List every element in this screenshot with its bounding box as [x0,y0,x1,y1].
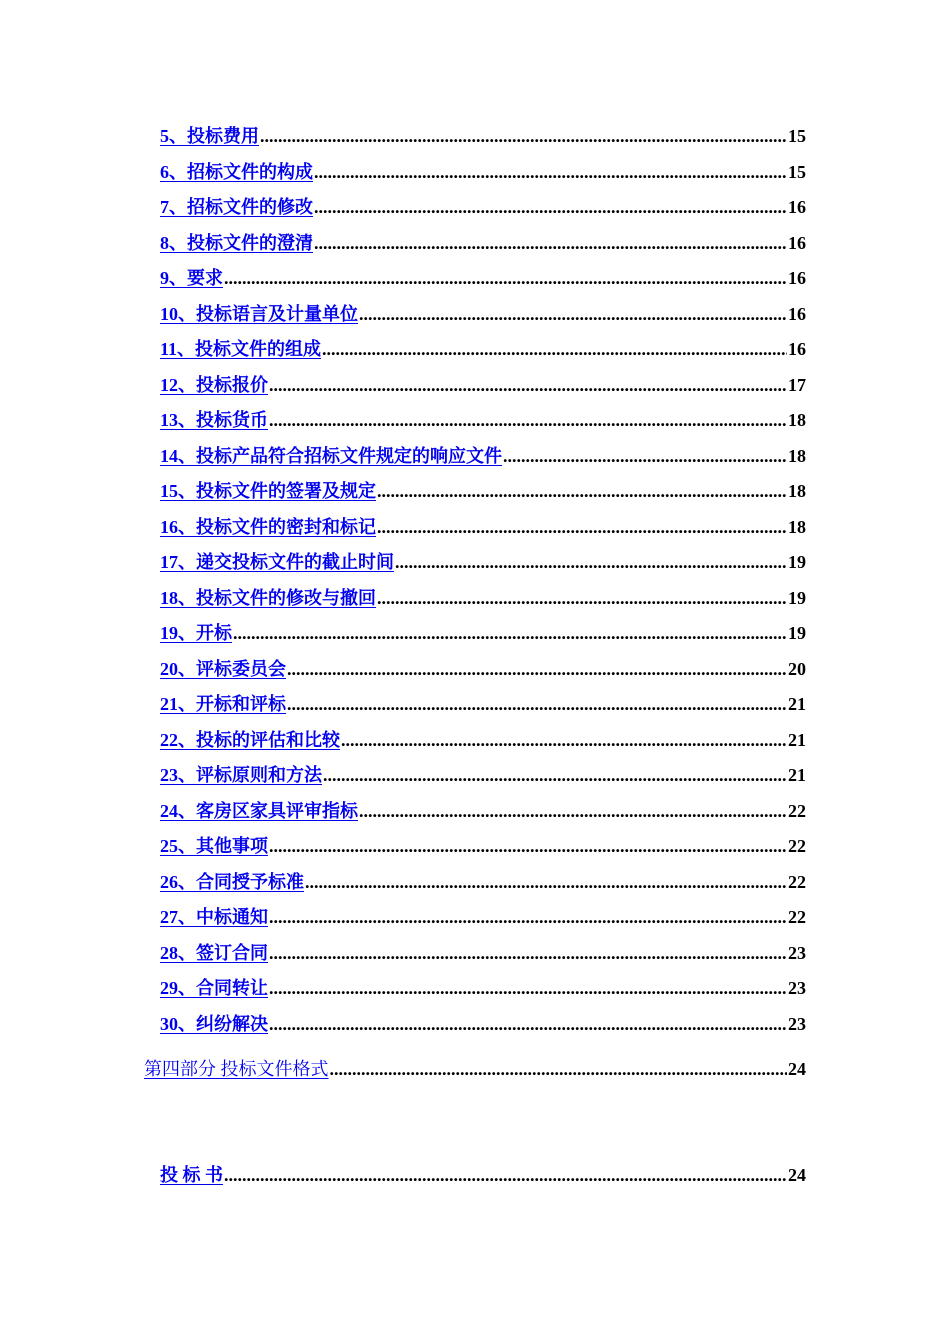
toc-section-entry [144,1056,806,1082]
toc-entry [160,833,806,859]
toc-entry-link[interactable]: 17、递交投标文件的截止时间 [160,552,394,572]
dot-leader [377,514,787,540]
dot-leader [269,940,787,966]
toc-entry-link[interactable]: 投 标 书 [160,1165,223,1185]
toc-entry [160,869,806,895]
dot-leader [287,656,787,682]
dot-leader [287,691,787,717]
toc-entry-link[interactable]: 24、客房区家具评审指标 [160,800,358,821]
toc-entry [160,265,806,291]
toc-page-number: 22 [788,871,806,892]
toc-entry-link[interactable]: 16、投标文件的密封和标记 [160,516,376,537]
toc-entry [160,230,806,256]
toc-page-number: 15 [788,126,806,146]
toc-entry-link[interactable]: 11、投标文件的组成 [160,339,322,359]
toc-entry-link[interactable]: 25、其他事项 [160,836,268,856]
toc-entry-link[interactable]: 27、中标通知 [160,907,268,927]
toc-entry-link[interactable]: 22、投标的评估和比较 [160,729,340,750]
toc-page-number: 22 [788,907,806,927]
toc-entry [160,904,806,930]
toc-page-number: 19 [788,623,806,643]
toc-page-number: 18 [788,516,806,537]
dot-leader [377,478,787,504]
toc-entry [160,762,806,788]
toc-entry [160,1162,806,1188]
dot-leader [269,407,787,433]
toc-entry [160,1011,806,1037]
toc-page-number: 17 [788,374,806,395]
dot-leader [305,869,787,895]
toc-entry [160,159,806,185]
toc-entry [160,549,806,575]
toc-entry-link[interactable]: 28、签订合同 [160,942,268,963]
dot-leader [322,336,787,362]
dot-leader [224,265,787,291]
toc-entry [160,478,806,504]
toc-entry-link[interactable]: 19、开标 [160,623,232,643]
toc-entry [160,798,806,824]
toc-page-number: 19 [788,587,806,608]
dot-leader [269,904,787,930]
toc-entry [160,514,806,540]
toc-entry [160,443,806,469]
dot-leader [314,230,787,256]
toc-page-number: 16 [788,339,806,359]
toc-page-number: 23 [788,978,806,998]
toc-page-number: 23 [788,942,806,963]
toc-entry-link[interactable]: 20、评标委员会 [160,658,286,679]
toc-page-number: 16 [788,197,806,217]
toc-entry [160,194,806,220]
toc-entry-link[interactable]: 15、投标文件的签署及规定 [160,481,376,501]
toc-page-number: 20 [788,658,806,679]
dot-leader [359,798,787,824]
toc-entry-link[interactable]: 14、投标产品符合招标文件规定的响应文件 [160,445,502,466]
toc-page-number: 24 [788,1165,806,1185]
dot-leader [269,975,787,1001]
toc-entry-link[interactable]: 13、投标货币 [160,410,268,430]
dot-leader [269,833,787,859]
toc-entry [160,585,806,611]
toc-entry-link[interactable]: 26、合同授予标准 [160,871,304,892]
dot-leader [330,1056,788,1082]
toc-page-number: 16 [788,268,806,288]
toc-entry [160,656,806,682]
toc-page-number: 21 [788,694,806,714]
toc-entry-link[interactable]: 12、投标报价 [160,374,268,395]
dot-leader [341,727,787,753]
dot-leader [269,372,787,398]
dot-leader [269,1011,787,1037]
dot-leader [503,443,787,469]
toc-page-number: 21 [788,729,806,750]
toc-entry [160,301,806,327]
dot-leader [323,762,787,788]
toc-entry [160,620,806,646]
dot-leader [233,620,787,646]
dot-leader [314,194,787,220]
toc-page-number: 16 [788,303,806,324]
toc-page-number: 18 [788,445,806,466]
toc-entry-link[interactable]: 7、招标文件的修改 [160,197,313,217]
toc-entry-link[interactable]: 9、要求 [160,268,223,288]
toc-page-number: 22 [788,836,806,856]
dot-leader [395,549,787,575]
toc-page-number: 22 [788,800,806,821]
toc-entry [160,407,806,433]
toc-page-number: 19 [788,552,806,572]
dot-leader [377,585,787,611]
toc-entry-link[interactable]: 8、投标文件的澄清 [160,232,313,253]
toc-entry-link[interactable]: 5、投标费用 [160,126,259,146]
toc-page-number: 16 [788,232,806,253]
toc-page-number: 21 [788,765,806,785]
toc-entry [160,123,806,149]
toc-entry [160,727,806,753]
toc-entry [160,372,806,398]
toc-entry-link[interactable]: 6、招标文件的构成 [160,161,313,182]
dot-leader [224,1162,787,1188]
toc-entry-link[interactable]: 30、纠纷解决 [160,1013,268,1034]
toc-entry [160,691,806,717]
toc-page-number: 24 [788,1059,806,1079]
toc-page-number: 15 [788,161,806,182]
toc-entry-link[interactable]: 10、投标语言及计量单位 [160,303,358,324]
toc-entry [160,336,806,362]
toc-page-number: 23 [788,1013,806,1034]
toc-entry-link[interactable]: 21、开标和评标 [160,694,286,714]
toc-page-number: 18 [788,410,806,430]
toc-page-number: 18 [788,481,806,501]
toc-entry [160,975,806,1001]
dot-leader [314,159,787,185]
dot-leader [260,123,787,149]
toc-entry-link[interactable]: 29、合同转让 [160,978,268,998]
dot-leader [359,301,787,327]
toc-entry [160,940,806,966]
toc-entry-link[interactable]: 第四部分 投标文件格式 [144,1059,329,1079]
toc-entry-link[interactable]: 23、评标原则和方法 [160,765,322,785]
toc-entry-link[interactable]: 18、投标文件的修改与撤回 [160,587,376,608]
